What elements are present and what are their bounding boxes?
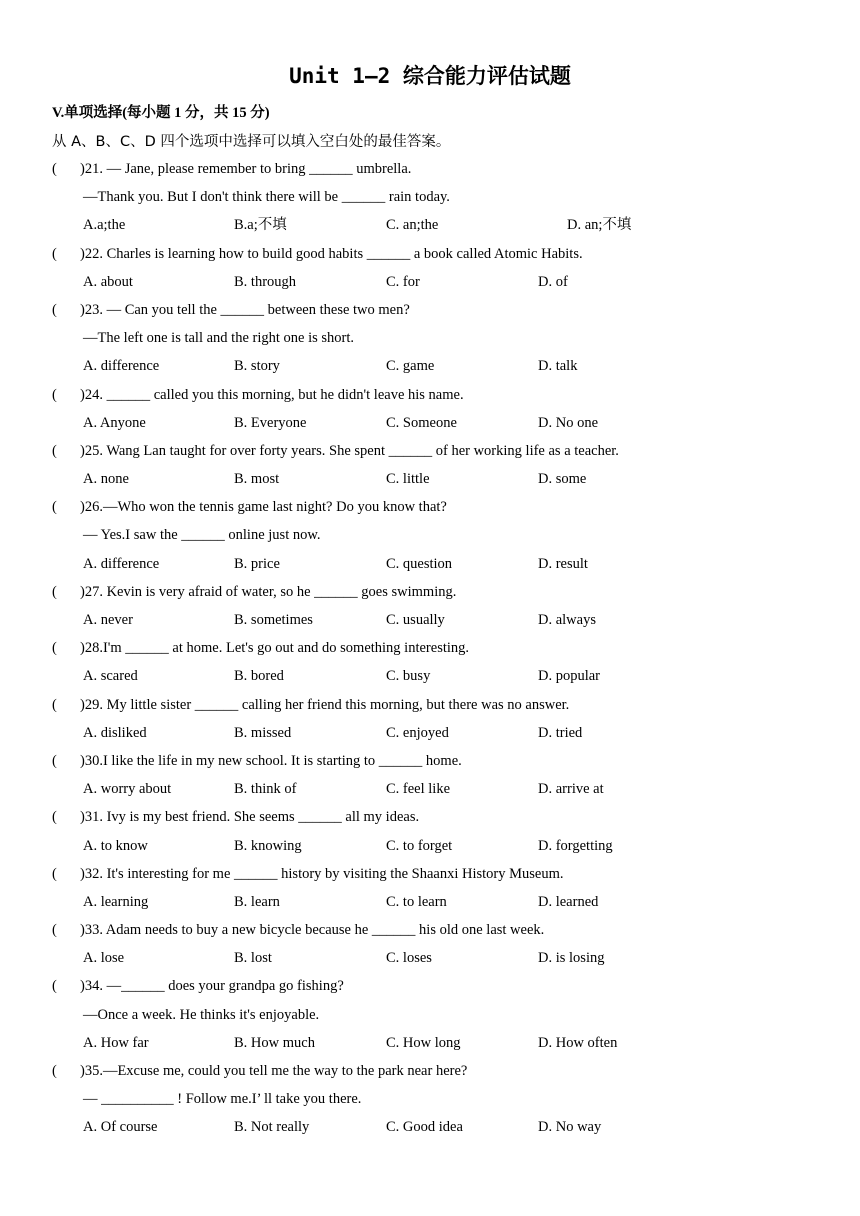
question-text: )28.I'm ______ at home. Let's go out and do something interesting. <box>80 640 470 657</box>
option-b: B. bored <box>234 668 284 685</box>
question-reply-text: —The left one is tall and the right one is short. <box>83 330 355 347</box>
answer-options <box>52 719 842 747</box>
answer-bracket: ( <box>52 499 57 516</box>
question-stem <box>52 493 842 521</box>
question-reply-text: —Once a week. He thinks it's enjoyable. <box>83 1006 320 1023</box>
option-d: D. No way <box>538 1119 602 1136</box>
option-d: D. How often <box>538 1034 618 1051</box>
question-item <box>52 296 842 381</box>
option-b: B. most <box>234 471 280 488</box>
answer-options <box>52 944 842 972</box>
question-text: )25. Wang Lan taught for over forty years. She spent ______ of her working life as a teacher. <box>80 442 619 459</box>
question-text: )31. Ivy is my best friend. She seems ______ all my ideas. <box>80 809 420 826</box>
answer-options <box>52 1029 842 1057</box>
question-stem <box>52 155 842 183</box>
question-text: )22. Charles is learning how to build good habits ______ a book called Atomic Habits. <box>80 245 583 262</box>
option-c: C. usually <box>386 612 445 628</box>
answer-bracket: ( <box>52 161 57 177</box>
question-text: )29. My little sister ______ calling her friend this morning, but there was no answer. <box>80 696 570 713</box>
option-a: A. none <box>83 471 129 488</box>
answer-options <box>52 662 842 690</box>
question-stem <box>52 916 842 944</box>
question-text: )32. It's interesting for me ______ history by visiting the Shaanxi History Museum. <box>80 865 564 882</box>
option-b: B. How much <box>234 1034 315 1051</box>
question-stem <box>52 972 842 1000</box>
question-item <box>52 972 842 1057</box>
option-a: A.a;the <box>83 217 126 234</box>
question-item <box>52 240 842 296</box>
question-stem <box>52 240 842 268</box>
answer-options <box>52 352 842 380</box>
answer-bracket: ( <box>52 1063 57 1079</box>
answer-options <box>52 606 842 634</box>
question-text: )33. Adam needs to buy a new bicycle because he ______ his old one last week. <box>80 922 545 939</box>
question-text: )21. — Jane, please remember to bring ______ umbrella. <box>80 161 412 177</box>
question-stem <box>52 634 842 662</box>
option-b: B. through <box>234 273 297 290</box>
section-heading: V.单项选择(每小题 1 分，共 15 分) <box>52 105 270 121</box>
question-stem <box>52 1057 842 1085</box>
option-c: C. enjoyed <box>386 724 449 741</box>
option-c: C. How long <box>386 1034 461 1051</box>
option-a: A. lose <box>83 950 125 967</box>
option-d: D. forgetting <box>538 837 613 854</box>
answer-options <box>52 409 842 437</box>
question-text: )35.—Excuse me, could you tell me the way to the park near here? <box>80 1063 468 1079</box>
question-item <box>52 578 842 634</box>
option-d: D. is losing <box>538 950 605 967</box>
question-item <box>52 634 842 690</box>
option-d: D. some <box>538 471 587 488</box>
option-d: D. of <box>538 273 568 290</box>
option-a: A. difference <box>83 555 160 572</box>
answer-options <box>52 550 842 578</box>
answer-options <box>52 775 842 803</box>
question-stem <box>52 296 842 324</box>
option-a: A. disliked <box>83 724 147 741</box>
question-item <box>52 916 842 972</box>
option-c: C. an;the <box>386 217 439 234</box>
question-stem <box>52 691 842 719</box>
option-a: A. learning <box>83 893 149 910</box>
option-c: C. to forget <box>386 837 453 854</box>
option-c: C. Good idea <box>386 1119 463 1136</box>
answer-bracket: ( <box>52 696 57 713</box>
question-item <box>52 747 842 803</box>
option-c: C. little <box>386 471 430 488</box>
answer-bracket: ( <box>52 583 57 600</box>
option-c: C. busy <box>386 668 431 685</box>
option-b: B. learn <box>234 893 280 910</box>
question-text: )23. — Can you tell the ______ between these two men? <box>80 301 410 318</box>
question-text: )34. —______ does your grandpa go fishing? <box>80 978 344 995</box>
option-c: C. to learn <box>386 893 447 910</box>
option-c: C. feel like <box>386 781 451 798</box>
question-stem <box>52 803 842 831</box>
option-b: B. knowing <box>234 837 302 854</box>
question-item <box>52 155 842 240</box>
option-c: C. for <box>386 273 420 290</box>
question-item <box>52 493 842 578</box>
answer-options <box>52 1113 842 1141</box>
question-text: )27. Kevin is very afraid of water, so he ______ goes swimming. <box>80 583 457 600</box>
option-b: B.a;不填 <box>234 217 287 234</box>
option-b: B. sometimes <box>234 612 313 628</box>
option-b: B. think of <box>234 781 297 798</box>
question-text: )30.I like the life in my new school. It is starting to ______ home. <box>80 752 462 769</box>
option-d: D. result <box>538 555 588 572</box>
question-stem <box>52 860 842 888</box>
question-text: )24. ______ called you this morning, but he didn't leave his name. <box>80 386 464 403</box>
question-text: )26.—Who won the tennis game last night? Do you know that? <box>80 499 447 516</box>
answer-options <box>52 832 842 860</box>
option-a: A. scared <box>83 668 138 685</box>
answer-bracket: ( <box>52 442 57 459</box>
option-b: B. story <box>234 358 280 375</box>
answer-bracket: ( <box>52 752 57 769</box>
answer-bracket: ( <box>52 640 57 657</box>
answer-options <box>52 465 842 493</box>
option-a: A. How far <box>83 1034 149 1051</box>
option-d: D. No one <box>538 414 599 431</box>
question-reply-text: — __________ ! Follow me.I’ ll take you there. <box>83 1091 362 1108</box>
option-a: A. never <box>83 612 133 628</box>
answer-options <box>52 268 842 296</box>
answer-bracket: ( <box>52 809 57 826</box>
option-a: A. worry about <box>83 781 172 798</box>
option-b: B. lost <box>234 950 272 967</box>
question-stem <box>52 747 842 775</box>
question-item <box>52 381 842 437</box>
option-c: C. Someone <box>386 414 457 431</box>
option-a: A. Anyone <box>83 414 146 431</box>
answer-options <box>52 888 842 916</box>
answer-bracket: ( <box>52 245 57 262</box>
option-d: D. tried <box>538 724 583 741</box>
answer-bracket: ( <box>52 386 57 403</box>
answer-options <box>52 211 842 239</box>
question-item <box>52 860 842 916</box>
option-d: D. always <box>538 612 596 628</box>
section-instructions: 从 A、B、C、D 四个选项中选择可以填入空白处的最佳答案。 <box>52 134 451 150</box>
option-d: D. popular <box>538 668 601 685</box>
option-c: C. loses <box>386 950 432 967</box>
option-b: B. Everyone <box>234 414 307 431</box>
option-d: D. talk <box>538 358 578 375</box>
question-item <box>52 437 842 493</box>
page-title: Unit 1—2 综合能力评估试题 <box>289 64 571 88</box>
question-item <box>52 803 842 859</box>
question-list <box>52 155 842 1142</box>
question-reply-text: —Thank you. But I don't think there will be ______ rain today. <box>83 189 450 206</box>
answer-bracket: ( <box>52 922 57 939</box>
question-item <box>52 1057 842 1142</box>
question-item <box>52 691 842 747</box>
question-stem <box>52 381 842 409</box>
answer-bracket: ( <box>52 301 57 318</box>
option-b: B. missed <box>234 724 292 741</box>
option-b: B. Not really <box>234 1119 310 1136</box>
question-reply-text: — Yes.I saw the ______ online just now. <box>83 527 321 544</box>
answer-bracket: ( <box>52 978 57 995</box>
option-c: C. game <box>386 358 435 375</box>
option-d: D. arrive at <box>538 781 604 798</box>
question-stem <box>52 578 842 606</box>
option-b: B. price <box>234 555 280 572</box>
option-a: A. to know <box>83 837 148 854</box>
answer-bracket: ( <box>52 865 57 882</box>
option-a: A. difference <box>83 358 160 375</box>
option-d: D. learned <box>538 893 599 910</box>
option-d: D. an;不填 <box>567 217 632 234</box>
option-c: C. question <box>386 555 453 572</box>
option-a: A. about <box>83 273 133 290</box>
question-stem <box>52 437 842 465</box>
option-a: A. Of course <box>83 1119 158 1136</box>
